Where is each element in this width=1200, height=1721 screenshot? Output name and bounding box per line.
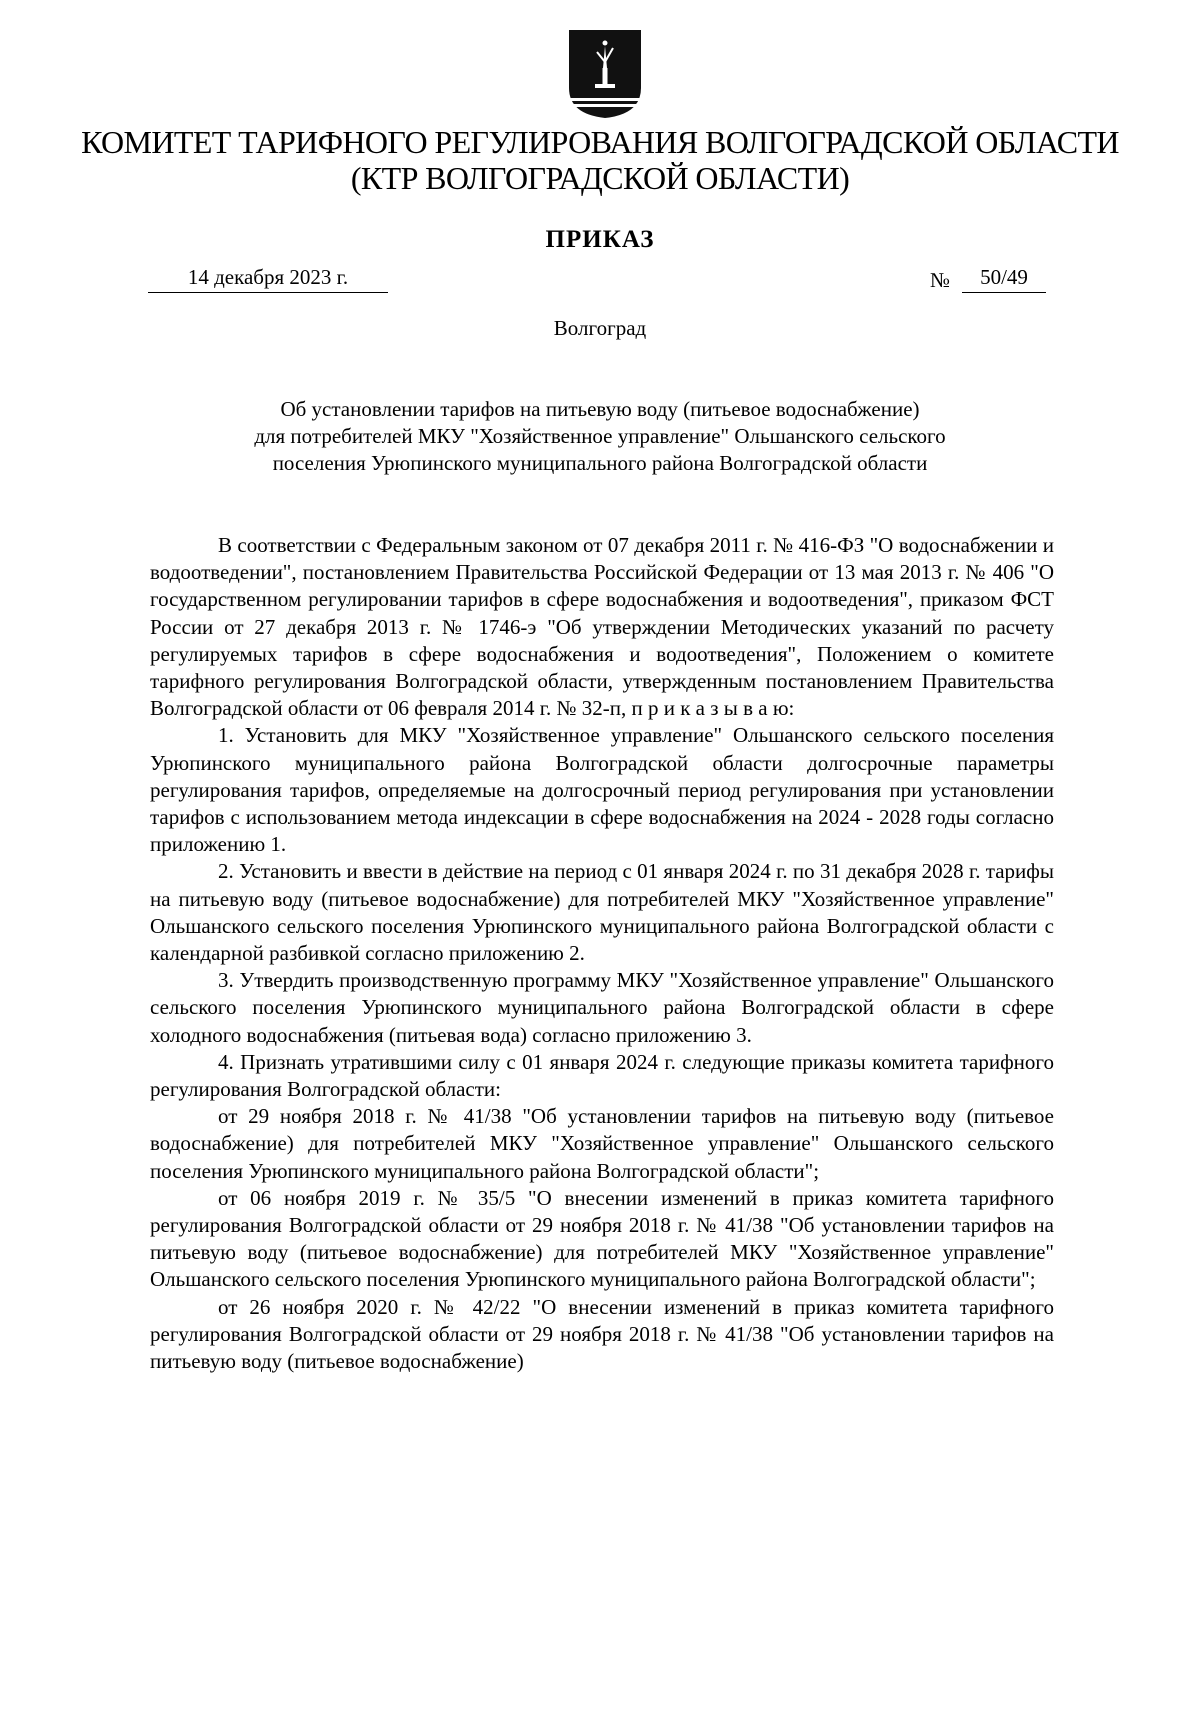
issue-city: Волгоград <box>553 316 647 340</box>
clause-3-paragraph: 3. Утвердить производственную программу МКУ "Хозяйственное управление" Ольшанского сельского поселения Урюпинского муниципального района Волгоградской области в сфере холодного водоснабжения (питьевая вода) согласно приложению 3. <box>150 968 1054 1047</box>
order-subject <box>0 396 1200 477</box>
preamble-paragraph: В соответствии с Федеральным законом от 07 декабря 2011 г. № 416-ФЗ "О водоснабжении и водоотведении", постановлением Правительства Российской Федерации от 13 мая 2013 г. № 406 "О государственном регулировании тарифов в сфере водоснабжения и водоотведения", приказом ФСТ России от 27 декабря 2013 г. № 1746-э "Об утверждении Методических указаний по расчету регулируемых тарифов в сфере водоснабжения и водоотведения", Положением о комитете тарифного регулирования Волгоградской области, утвержденным постановлением Правительства Волгоградской области от 06 февраля 2014 г. № 32-п, п р и к а з ы в а ю: <box>150 533 1054 721</box>
subject-line: поселения Урюпинского муниципального района Волгоградской области <box>272 451 928 475</box>
organization-short-name: (КТР ВОЛГОГРАДСКОЙ ОБЛАСТИ) <box>350 160 850 196</box>
repealed-order-item: от 06 ноября 2019 г. № 35/5 "О внесении изменений в приказ комитета тарифного регулирования Волгоградской области от 29 ноября 2018 г. № 41/38 "Об установлении тарифов на питьевую воду (питьевое водоснабжение) для потребителей МКУ "Хозяйственное управление" Ольшанского сельского поселения Урюпинского муниципального района Волгоградской области"; <box>150 1185 1054 1292</box>
clause-1-paragraph: 1. Установить для МКУ "Хозяйственное управление" Ольшанского сельского поселения Урюпинского муниципального района Волгоградской области долгосрочные параметры регулирования тарифов, определяемые на долгосрочный период регулирования при установлении тарифов с использованием метода индексации в сфере водоснабжения на 2024 - 2028 годы согласно приложению 1. <box>150 723 1054 857</box>
clause-2-paragraph: 2. Установить и ввести в действие на период с 01 января 2024 г. по 31 декабря 2028 г. тарифы на питьевую воду (питьевое водоснабжение) для потребителей МКУ "Хозяйственное управление" Ольшанского сельского поселения Урюпинского муниципального района Волгоградской области с календарной разбивкой согласно приложению 2. <box>150 859 1054 966</box>
organization-name: КОМИТЕТ ТАРИФНОГО РЕГУЛИРОВАНИЯ ВОЛГОГРАДСКОЙ ОБЛАСТИ <box>81 124 1119 160</box>
clause-4-paragraph: 4. Признать утратившими силу с 01 января 2024 г. следующие приказы комитета тарифного регулирования Волгоградской области: <box>150 1049 1054 1102</box>
repealed-order-item: от 29 ноября 2018 г. № 41/38 "Об установлении тарифов на питьевую воду (питьевое водоснабжение) для потребителей МКУ "Хозяйственное управление" Ольшанского сельского поселения Урюпинского муниципального района Волгоградской области"; <box>150 1104 1054 1183</box>
subject-line: Об установлении тарифов на питьевую воду (питьевое водоснабжение) <box>280 397 920 421</box>
order-number-label: № <box>930 268 951 292</box>
order-body <box>150 532 1054 1375</box>
order-number: 50/49 <box>962 265 1046 293</box>
volgograd-region-emblem-icon <box>567 28 643 120</box>
order-date: 14 декабря 2023 г. <box>148 265 388 293</box>
subject-line: для потребителей МКУ "Хозяйственное управление" Ольшанского сельского <box>254 424 946 448</box>
repealed-order-item: от 26 ноября 2020 г. № 42/22 "О внесении изменений в приказ комитета тарифного регулирования Волгоградской области от 29 ноября 2018 г. № 41/38 "Об установлении тарифов на питьевую воду (питьевое водоснабжение) <box>150 1294 1054 1374</box>
document-type-title: ПРИКАЗ <box>545 226 655 253</box>
